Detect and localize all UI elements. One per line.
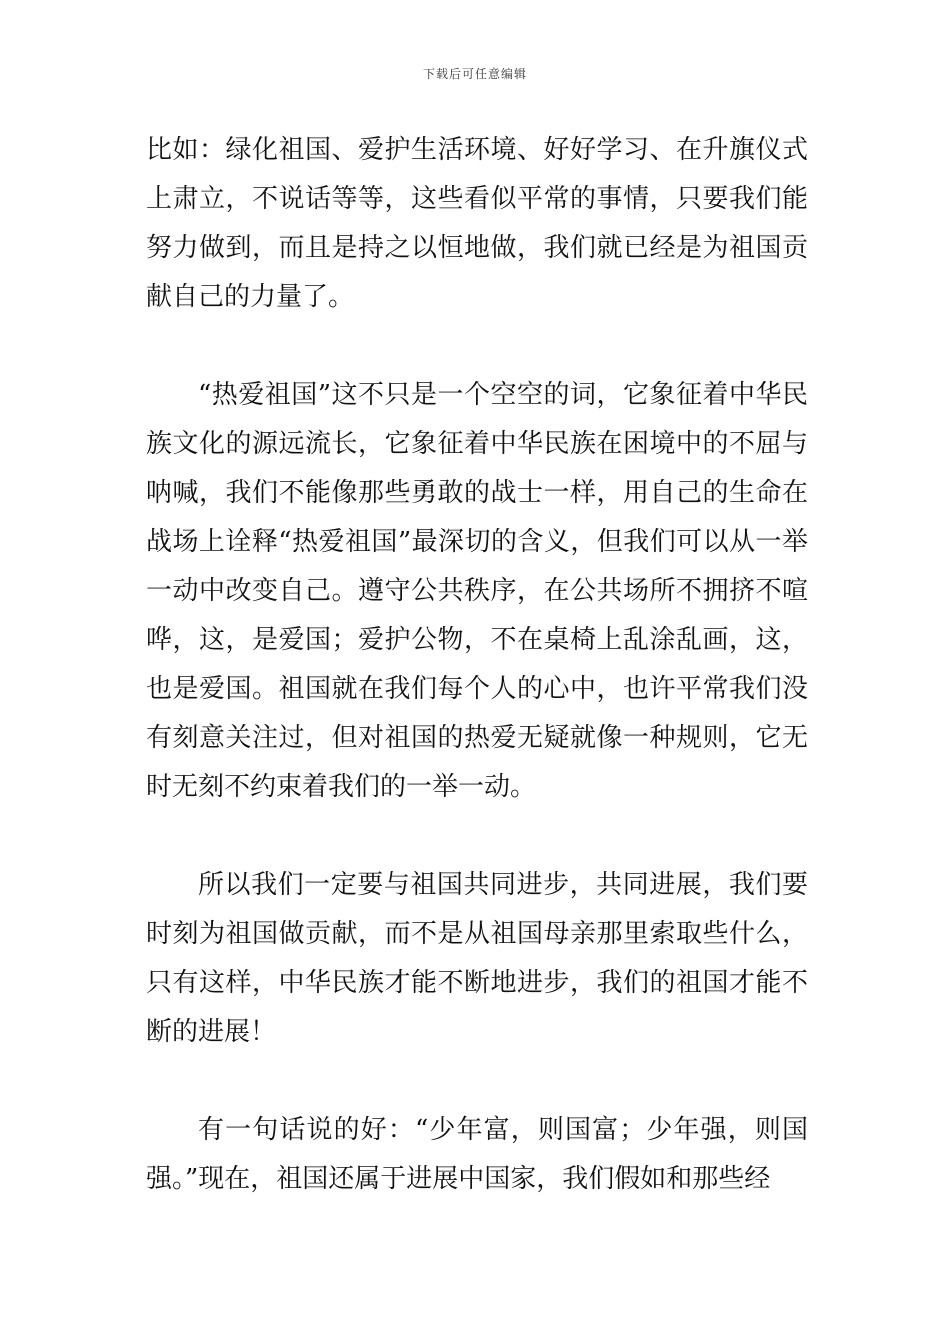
header-note: 下载后可任意编辑 [422, 67, 527, 81]
paragraph-4: 有一句话说的好：“少年富，则国富；少年强，则国强。”现在，祖国还属于进展中国家，我们假如和那些经 [146, 1115, 808, 1194]
paragraph-1: 比如：绿化祖国、爱护生活环境、好好学习、在升旗仪式上肃立，不说话等等，这些看似平常的事情，只要我们能努力做到，而且是持之以恒地做，我们就已经是为祖国贡献自己的力量了。 [146, 135, 808, 312]
paragraph-gap [146, 1057, 808, 1106]
paragraph-3: 所以我们一定要与祖国共同进步，共同进展，我们要时刻为祖国做贡献，而不是从祖国母亲那里索取些什么，只有这样，中华民族才能不断地进步，我们的祖国才能不断的进展！ [146, 870, 808, 1047]
paragraph-2: “热爱祖国”这不只是一个空空的词，它象征着中华民族文化的源远流长，它象征着中华民族在困境中的不屈与呐喊，我们不能像那些勇敢的战士一样，用自己的生命在战场上诠释“热爱祖国”最深切的含义，但我们可以从一举一动中改变自己。遵守公共秩序，在公共场所不拥挤不喧哗，这，是爱国；爱护公物，不在桌椅上乱涂乱画，这，也是爱国。祖国就在我们每个人的心中，也许平常我们没有刻意关注过，但对祖国的热爱无疑就像一种规则，它无时无刻不约束着我们的一举一动。 [146, 380, 808, 802]
paragraph-gap [146, 322, 808, 371]
paragraph-gap [146, 812, 808, 861]
document-body [146, 126, 808, 1204]
